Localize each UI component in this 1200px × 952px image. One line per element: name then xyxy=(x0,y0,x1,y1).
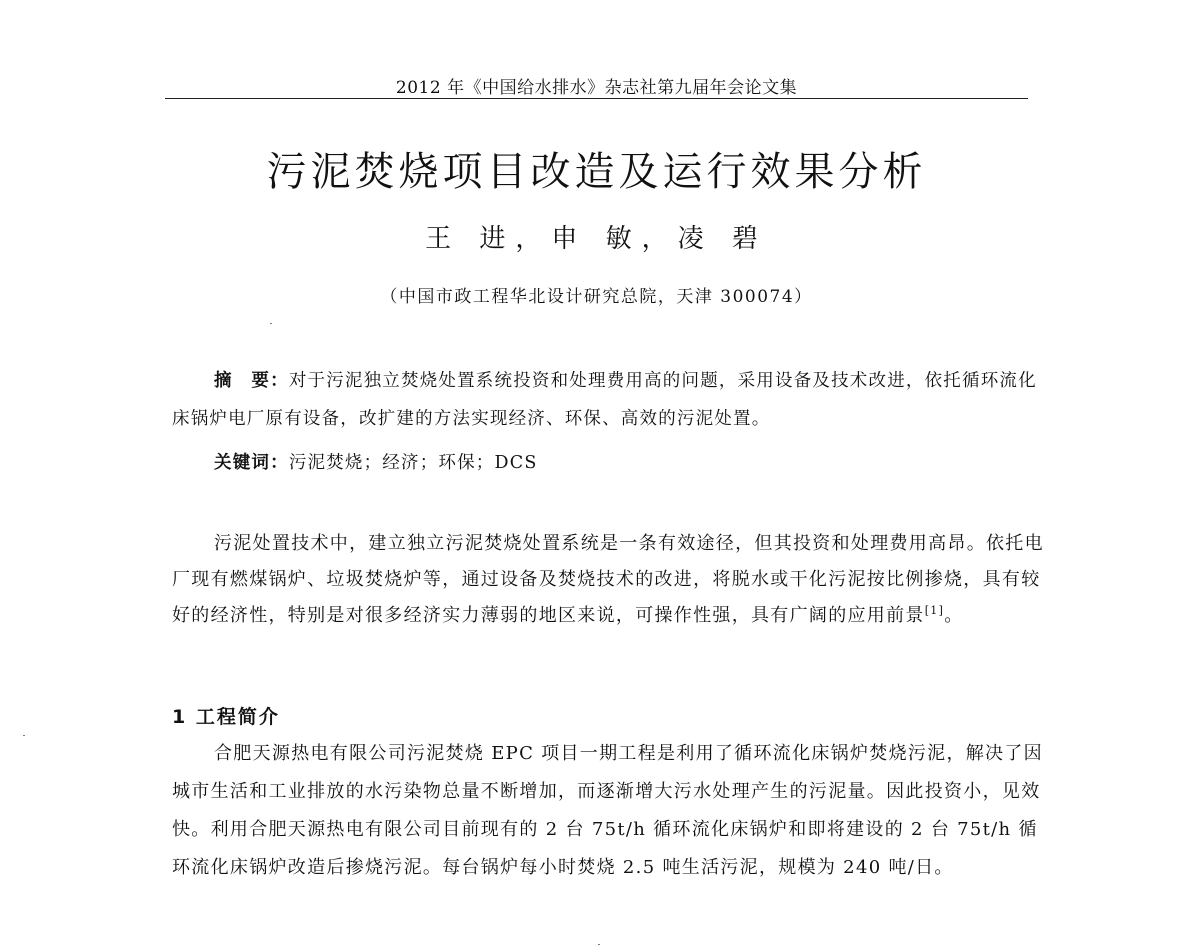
scan-speck xyxy=(270,323,272,324)
citation-ref: [1] xyxy=(924,604,945,617)
keywords-text: 污泥焚烧；经济；环保；DCS xyxy=(288,453,538,473)
authors: 王 进，申 敏，凌 碧 xyxy=(425,224,768,254)
intro-end: 。 xyxy=(944,605,964,626)
scan-speck xyxy=(598,944,600,945)
intro-paragraph xyxy=(172,526,1056,634)
section1-paragraph xyxy=(172,735,1056,887)
running-header: 2012 年《中国给水排水》杂志社第九届年会论文集 xyxy=(395,78,798,98)
section1-text: 合肥天源热电有限公司污泥焚烧 EPC 项目一期工程是利用了循环流化床锅炉焚烧污泥，解决了因城市生活和工业排放的水污染物总量不断增加，而逐渐增大污水处理产生的污泥量。因此投资小，见效快。利用合肥天源热电有限公司目前现有的 2 台 75t/h 循环流化床锅炉和即将建设的 2 台 75t/h 循环流化床锅炉改造后掺烧污泥。每台锅炉每小时焚烧 2.5 吨生活污泥，规模为 240 吨/日。 xyxy=(172,743,1043,878)
intro-text: 污泥处置技术中，建立独立污泥焚烧处置系统是一条有效途径，但其投资和处理费用高昂。依托电厂现有燃煤锅炉、垃圾焚烧炉等，通过设备及焚烧技术的改进，将脱水或干化污泥按比例掺烧，具有较好的经济性，特别是对很多经济实力薄弱的地区来说，可操作性强，具有广阔的应用前景 xyxy=(172,533,1044,626)
abstract-text: 对于污泥独立焚烧处置系统投资和处理费用高的问题，采用设备及技术改进，依托循环流化床锅炉电厂原有设备，改扩建的方法实现经济、环保、高效的污泥处置。 xyxy=(172,371,1037,429)
abstract-label: 摘 要： xyxy=(214,371,289,391)
scan-speck xyxy=(23,735,25,736)
paper-title: 污泥焚烧项目改造及运行效果分析 xyxy=(266,149,927,195)
section-heading: 1 工程简介 xyxy=(172,706,280,728)
keywords-label: 关键词： xyxy=(214,453,289,473)
abstract xyxy=(172,362,1052,438)
header-rule xyxy=(165,98,1028,99)
keywords xyxy=(214,449,1054,474)
affiliation: （中国市政工程华北设计研究总院，天津 300074） xyxy=(380,287,813,307)
